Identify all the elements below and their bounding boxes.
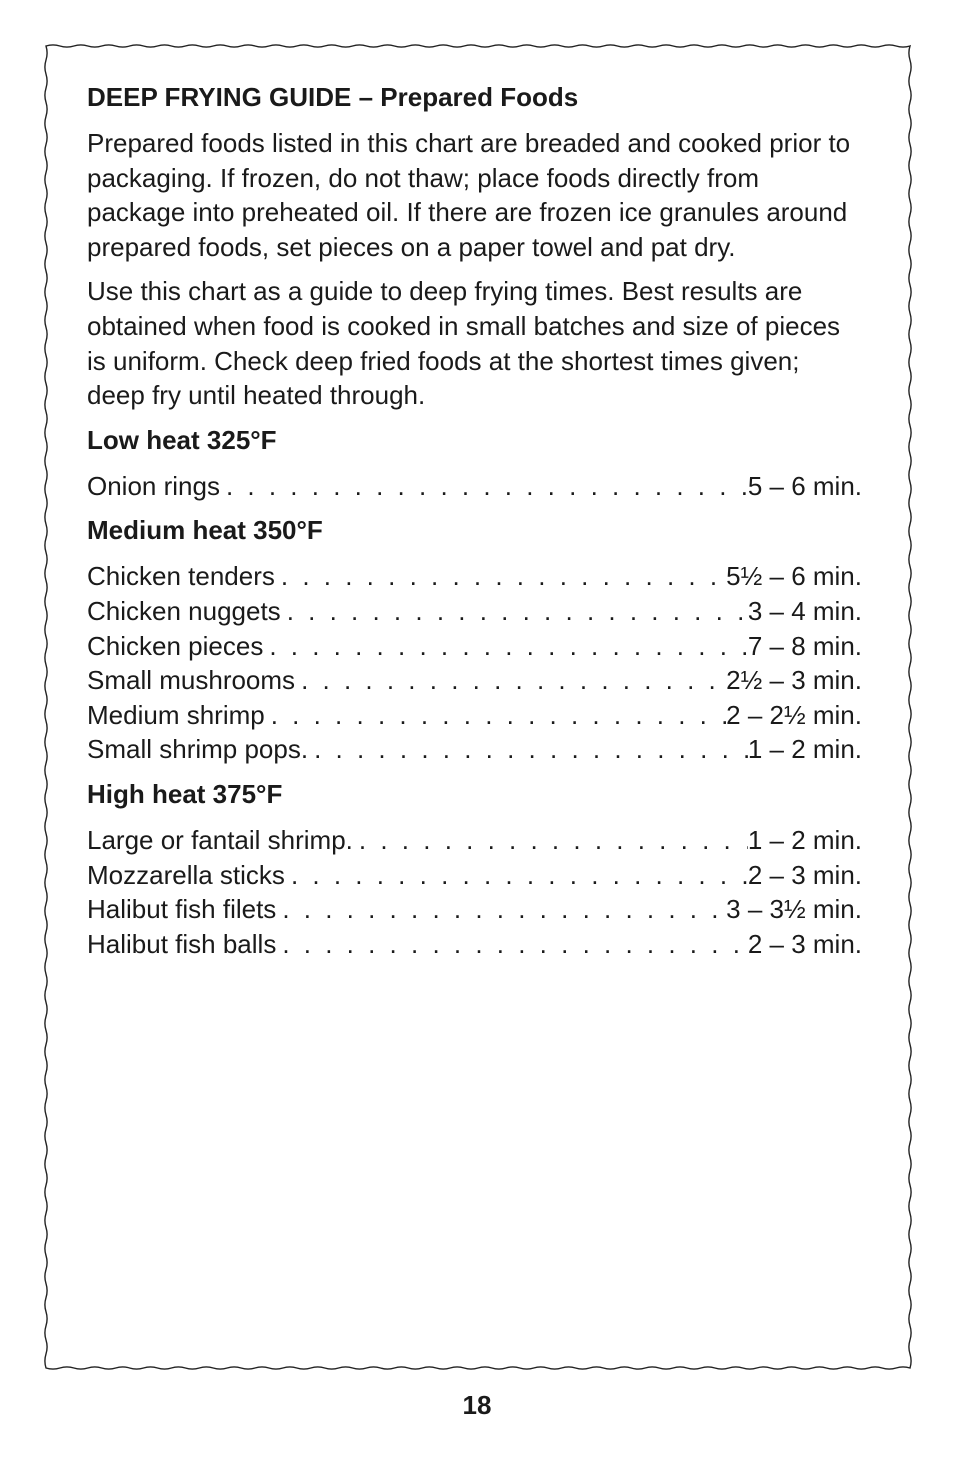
fry-time: 2 – 2½ min. <box>726 699 862 730</box>
fry-time: 1 – 2 min. <box>747 824 862 855</box>
fry-time: 2 – 3 min. <box>747 859 862 890</box>
food-name: Chicken nuggets <box>87 595 281 626</box>
food-time-list <box>87 469 862 504</box>
guide-title: DEEP FRYING GUIDE – Prepared Foods <box>87 82 579 112</box>
heat-section-heading: Low heat 325°F <box>87 424 277 455</box>
intro-paragraph: Use this chart as a guide to deep frying times. Best results are obtained when food is cooked in small batches and size of pieces is uniform. Check deep fried foods at the shortest times given; deep fry until heated through. <box>87 276 841 411</box>
dot-leader <box>285 858 748 893</box>
fry-time: 3 – 3½ min. <box>726 894 862 925</box>
food-time-row <box>87 663 862 698</box>
dot-leader <box>265 698 726 733</box>
food-name: Halibut fish balls <box>87 928 277 959</box>
intro-paragraph: Prepared foods listed in this chart are breaded and cooked prior to packaging. If frozen, do not thaw; place foods directly from package into preheated oil. If there are frozen ice granules around prepared foods, set pieces on a paper towel and pat dry. <box>87 128 851 262</box>
fry-time: 5 – 6 min. <box>747 470 862 501</box>
food-time-list <box>87 559 862 767</box>
food-time-row <box>87 698 862 733</box>
dot-leader <box>275 559 726 594</box>
dot-leader <box>281 594 748 629</box>
food-time-row <box>87 469 862 504</box>
food-name: Large or fantail shrimp. <box>87 824 353 855</box>
fry-time: 7 – 8 min. <box>747 630 862 661</box>
fry-time: 3 – 4 min. <box>747 595 862 626</box>
food-name: Small mushrooms <box>87 665 296 696</box>
fry-time: 2½ – 3 min. <box>726 665 862 696</box>
dot-leader <box>276 927 748 962</box>
frying-guide <box>87 80 862 971</box>
dot-leader <box>220 469 748 504</box>
dot-leader <box>263 629 748 664</box>
heat-sections <box>87 423 862 962</box>
heat-section-heading: High heat 375°F <box>87 778 283 809</box>
food-name: Medium shrimp <box>87 699 265 730</box>
food-name: Chicken pieces <box>87 630 264 661</box>
food-name: Mozzarella sticks <box>87 859 285 890</box>
dot-leader <box>308 732 748 767</box>
food-time-row <box>87 858 862 893</box>
food-time-row <box>87 559 862 594</box>
food-time-row <box>87 823 862 858</box>
food-time-row <box>87 892 862 927</box>
food-time-row <box>87 594 862 629</box>
food-time-row <box>87 927 862 962</box>
dot-leader <box>295 663 726 698</box>
food-time-row <box>87 732 862 767</box>
heat-section-heading: Medium heat 350°F <box>87 515 323 546</box>
food-time-row <box>87 629 862 664</box>
food-name: Chicken tenders <box>87 561 275 592</box>
fry-time: 2 – 3 min. <box>747 928 862 959</box>
food-time-list <box>87 823 862 961</box>
food-name: Onion rings <box>87 470 220 501</box>
dot-leader <box>276 892 726 927</box>
food-name: Halibut fish filets <box>87 894 277 925</box>
food-name: Small shrimp pops. <box>87 734 309 765</box>
page-number: 18 <box>462 1390 492 1420</box>
fry-time: 1 – 2 min. <box>747 734 862 765</box>
dot-leader <box>353 823 748 858</box>
fry-time: 5½ – 6 min. <box>726 561 862 592</box>
